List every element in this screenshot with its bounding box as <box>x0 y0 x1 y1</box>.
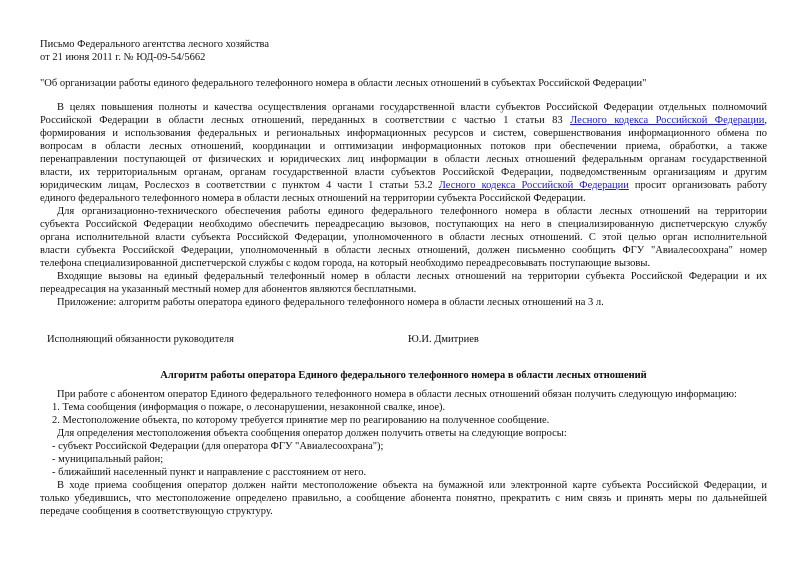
paragraph-line: органа исполнительной власти субъекта Российской Федерации, уполномоченного в области лесных отношений. С этой целью орган исполнительной <box>40 232 767 243</box>
paragraph-line: переадресация на указанный местный номер для абонентов являются бесплатными. <box>40 284 417 295</box>
letter-source: Письмо Федерального агентства лесного хозяйства <box>40 39 270 50</box>
list-item: 2. Местоположение объекта, по которому требуется принятие мер по реагированию на полученное сообщение. <box>52 415 550 426</box>
forest-code-link[interactable]: Лесного кодекса Российской Федерации <box>438 180 629 191</box>
signer-role: Исполняющий обязанности руководителя <box>47 334 234 345</box>
letter-title: "Об организации работы единого федерального телефонного номера в области лесных отношений в субъектах Российской Федерации" <box>40 78 647 89</box>
paragraph-line: юридическим лицам, Рослесхоз в соответствии с пунктом 4 части 1 статьи 53.2 Лесного кодекса Российской Федерации просит организовать работу <box>40 180 767 191</box>
list-item: - ближайший населенный пункт и направление с расстоянием от него. <box>52 467 367 478</box>
paragraph-line: единого федерального телефонного номера в области лесных отношений на территории субъекта Российской Федерации. <box>40 193 586 204</box>
appendix-note: Приложение: алгоритм работы оператора единого федерального телефонного номера в области лесных отношений на 3 л. <box>57 297 604 308</box>
list-item: - субъект Российской Федерации (для оператора ФГУ "Авиалесоохрана"); <box>52 441 384 452</box>
letter-date-number: от 21 июня 2011 г. № ЮД-09-54/5662 <box>40 52 206 63</box>
paragraph-line: Входящие вызовы на единый федеральный телефонный номер в области лесных отношений на территории субъекта Российской Федерации и их <box>57 271 767 282</box>
algorithm-intro: При работе с абонентом оператор Единого федерального телефонного номера в области лесных отношений обязан получить следующую информацию: <box>57 389 737 400</box>
paragraph-line: только убедившись, что местоположение определено правильно, а сообщение абонента понятно, прекратить с ним связь и принять меры по дальнейшей <box>40 493 767 504</box>
paragraph-line: формирования и использования федеральных и региональных информационных ресурсов и систем, совершенствования информационного обмена по <box>40 128 767 139</box>
location-intro: Для определения местоположения объекта сообщения оператор должен получить ответы на следующие вопросы: <box>57 428 567 439</box>
paragraph-line: В целях повышения полноты и качества осуществления органами государственной власти субъектов Российской Федерации отдельных полномочий <box>57 102 767 113</box>
paragraph-line: Для организационно-технического обеспечения работы единого федерального телефонного номера в области лесных отношений на территории <box>57 206 767 217</box>
paragraph-line: субъекта Российской Федерации необходимо обеспечить переадресацию вызовов, поступающих на него в специализированную диспетчерскую службу <box>40 219 767 230</box>
paragraph-line: телефона специализированной диспетчерской службы с кодом города, на который необходимо переадресовывать поступающие вызовы. <box>40 258 651 269</box>
list-item: - муниципальный район; <box>52 454 164 465</box>
paragraph-line: передаче сообщения в соответствующую структуру. <box>40 506 273 517</box>
paragraph-line: власти субъекта Российской Федерации, уполномоченный в области лесных отношений, должен письменно сообщить ФГУ "Авиалесоохрана" номер <box>40 245 767 256</box>
list-item: 1. Тема сообщения (информация о пожаре, о лесонарушении, незаконной свалке, иное). <box>52 402 446 413</box>
paragraph-line: перенаправлении поступающей от физических и юридических лиц информации в области лесных отношений федеральным органам государственной <box>40 154 767 165</box>
forest-code-link[interactable]: Лесного кодекса Российской Федерации <box>570 115 765 126</box>
signer-name: Ю.И. Дмитриев <box>408 334 479 345</box>
paragraph-line: В ходе приема сообщения оператор должен найти местоположение объекта на бумажной или электронной карте субъекта Российской Федерации, и <box>57 480 767 491</box>
algorithm-heading: Алгоритм работы оператора Единого федерального телефонного номера в области лесных отношений <box>160 370 647 381</box>
paragraph-line: власти, их территориальным органам, органам государственной власти субъектов Российской Федерации, подведомственным организациям и другим <box>40 167 767 178</box>
paragraph-line: Российской Федерации в области лесных отношений, переданных в соответствии с частью 1 статьи 83 Лесного кодекса Российской Федерации, <box>40 115 767 126</box>
paragraph-line: вопросам в области лесных отношений, координации и оптимизации информационных потоков при обеспечении приема, обработки, а также <box>40 141 767 152</box>
